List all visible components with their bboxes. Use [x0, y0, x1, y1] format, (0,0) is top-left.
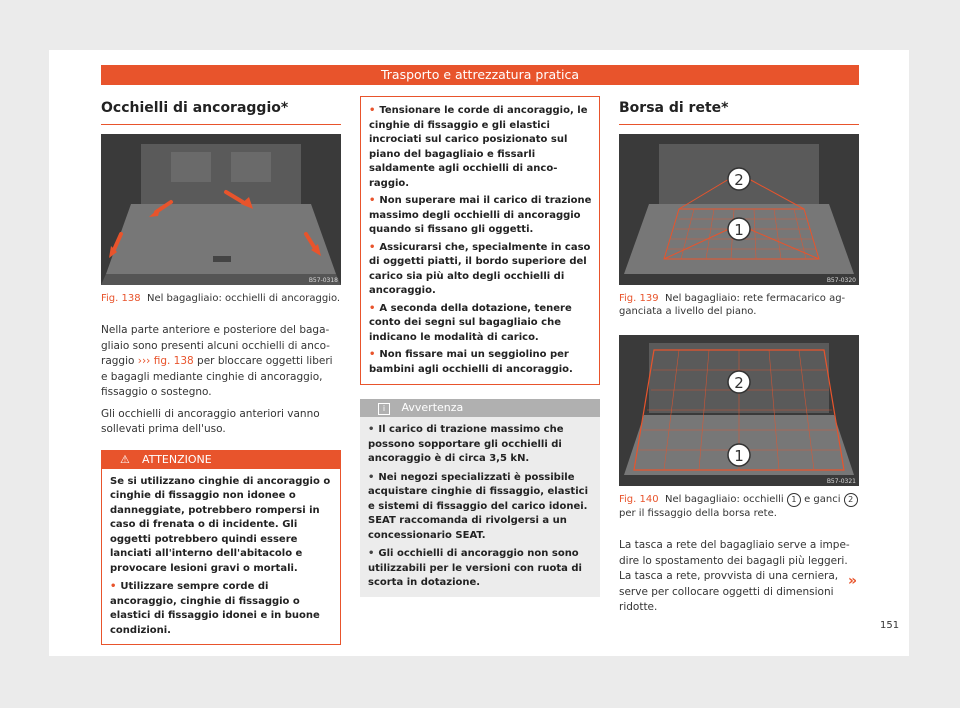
list-item-text: Il carico di trazione massimo che possono sopportare gli occhielli di ancoraggio è di circa 3,5 kN.	[368, 424, 564, 464]
list-item	[369, 194, 592, 238]
figure-caption-text: e ganci	[800, 494, 844, 505]
list-item-text: Gli occhielli di ancoraggio non sono utilizzabili per le versioni con ruota di scorta in dotazione.	[368, 548, 582, 588]
note-header	[360, 399, 600, 417]
figure-label: Fig. 138	[101, 293, 141, 304]
warning-bullet-text: Utilizzare sempre corde di ancoraggio, cinghie di fissaggio o elastici di fissaggio idonei e in buone condizioni.	[110, 581, 320, 636]
callout-2: 2	[734, 171, 744, 189]
warning-triangle-icon: ⚠	[120, 452, 130, 466]
body-text	[101, 323, 341, 438]
warning-box	[101, 450, 341, 646]
note-body	[360, 417, 600, 597]
column-continued	[360, 96, 600, 597]
list-item	[368, 423, 594, 467]
warning-text: Se si utilizzano cinghie di ancoraggio o cinghie di fissaggio non idonee o danneggiate, potrebbero rompersi in caso di frenata o di incidente. Gli oggetti potrebbero quindi essere lanciati all'interno dell'abitacolo e provocare lesioni gravi o mortali.	[110, 475, 331, 574]
list-item-text: Nei negozi specializzati è possibile acquistare cinghie di fissaggio, elastici e sistemi di fissaggio del carico idonei. SEAT raccomanda di rivolgersi a un concessionario SEAT.	[368, 471, 588, 541]
page-number: 151	[880, 620, 900, 631]
paragraph-text: Nella parte anteriore e posteriore del bagagliaio sono presenti alcuni occhielli di ancoraggio	[101, 324, 330, 367]
figure-caption-text: Nel bagagliaio: rete fermacarico agganciata a livello del piano.	[619, 293, 846, 317]
warning-bullet	[110, 580, 334, 638]
list-item	[369, 104, 592, 191]
list-item-text: Assicurarsi che, specialmente in caso di oggetti piatti, il bordo superiore del carico sia più alto degli occhielli di ancoraggio.	[369, 241, 591, 296]
photo-code: B57-0321	[826, 478, 856, 485]
figure-caption-text: per il fissaggio della borsa rete.	[619, 508, 777, 519]
figure-label: Fig. 140	[619, 494, 659, 505]
number-badge-2: 2	[844, 493, 858, 507]
section-title-anchor-eyes: Occhielli di ancoraggio*	[101, 96, 341, 125]
list-item-text: Non fissare mai un seggiolino per bambini agli occhielli di ancoraggio.	[369, 349, 573, 375]
photo-code: B57-0318	[308, 277, 338, 284]
chapter-header: Trasporto e attrezzatura pratica	[101, 65, 859, 85]
callout-1: 1	[734, 447, 744, 465]
photo-code: B57-0320	[826, 277, 856, 284]
paragraph	[101, 323, 341, 401]
paragraph-text: per bloccare oggetti liberi e bagagli mediante cinghie di ancoraggio, fissaggio o sostegno.	[101, 355, 333, 398]
list-item-text: A seconda della dotazione, tenere conto dei segni sul bagagliaio che indicano le modalità di carico.	[369, 302, 572, 343]
note-box	[360, 399, 600, 597]
list-item-text: Non superare mai il carico di trazione massimo degli occhielli di ancoraggio quando si fissano gli oggetti.	[369, 195, 592, 235]
warning-body	[102, 469, 340, 645]
column-anchor-eyes	[101, 96, 341, 645]
warning-title: ATTENZIONE	[142, 452, 212, 466]
paragraph: Gli occhielli di ancoraggio anteriori vanno sollevati prima dell'uso.	[101, 407, 320, 435]
info-icon: i	[378, 403, 390, 415]
list-item	[368, 471, 594, 544]
column-net-bag	[619, 96, 859, 622]
number-badge-1: 1	[787, 493, 801, 507]
figure-caption-text: Nel bagagliaio: occhielli	[664, 494, 787, 505]
figure-link[interactable]: ››› fig. 138	[137, 355, 194, 367]
warning-continued-box	[360, 96, 600, 385]
list-item	[369, 302, 592, 346]
section-title-net-bag: Borsa di rete*	[619, 96, 859, 125]
figure-caption-text: Nel bagagliaio: occhielli di ancoraggio.	[146, 293, 341, 304]
paragraph: La tasca a rete del bagagliaio serve a impedire lo spostamento dei bagagli più leggeri. La tasca a rete, provvista di una cerniera, serve per collocare oggetti di dimensioni ridotte.	[619, 539, 850, 613]
warning-header	[102, 451, 340, 469]
figure-caption-140	[619, 493, 859, 520]
note-title: Avvertenza	[401, 401, 464, 414]
list-item	[368, 547, 594, 591]
list-item-text: Tensionare le corde di ancoraggio, le cinghie di fissaggio e gli elastici incrociati sul carico posizionato sul piano del bagagliaio e fissarli saldamente agli occhielli di ancoraggio.	[369, 105, 588, 189]
callout-1: 1	[734, 221, 744, 239]
callout-2: 2	[734, 374, 744, 392]
continue-arrow-icon: »	[848, 573, 858, 589]
trunk-photo-fig140	[619, 335, 859, 486]
body-text	[619, 538, 859, 616]
trunk-photo-fig138	[101, 134, 341, 285]
list-item	[369, 241, 592, 299]
list-item	[369, 348, 592, 377]
figure-label: Fig. 139	[619, 293, 659, 304]
trunk-photo-fig139	[619, 134, 859, 285]
figure-caption-139	[619, 292, 859, 318]
figure-caption-138	[101, 292, 341, 305]
